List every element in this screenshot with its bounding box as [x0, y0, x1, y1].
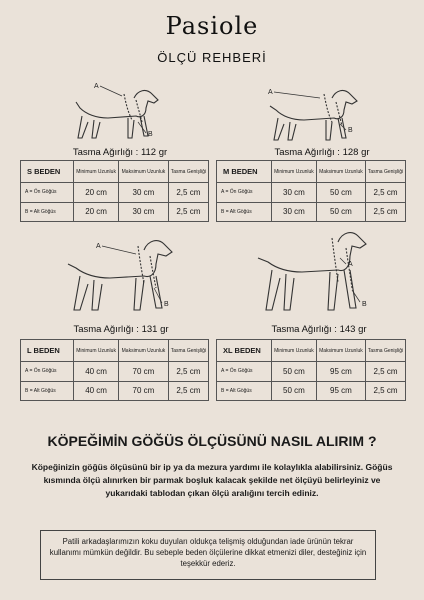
table-cell: Tasma Genişliği: [168, 161, 208, 183]
table-cell: 70 cm: [119, 381, 169, 401]
measure-mark: B: [362, 301, 367, 308]
table-cell: Maksimum Uzunluk: [316, 161, 365, 183]
table-cell: 50 cm: [316, 202, 365, 222]
table-cell: A = Ön Göğüs: [217, 183, 272, 203]
instructions-paragraph: Köpeğinizin göğüs ölçüsünü bir ip ya da mezura yardımı ile kolaylıkla alabilirsiniz. Göğüs kısmında ölçü alınırken bir parmak boşluk kalacak şekilde net ölçüyü belirleyiniz ve yukarıdaki tablodan çıkan ölçü aralığını tercih ediniz.: [31, 462, 393, 498]
table-cell: 30 cm: [272, 202, 317, 222]
size-name: S BEDEN: [21, 161, 74, 183]
table-cell: 50 cm: [272, 381, 317, 401]
dog-xlarge-illustration: [250, 224, 380, 319]
table-cell: 2,5 cm: [168, 183, 208, 203]
table-cell: 2,5 cm: [366, 202, 406, 222]
dog-medium-illustration: [260, 80, 370, 145]
table-cell: 50 cm: [272, 362, 317, 382]
page-subtitle: ÖLÇÜ REHBERİ: [157, 50, 267, 65]
table-cell: Tasma Genişliği: [366, 340, 406, 362]
weight-m: Tasma Ağırlığı : 128 gr: [274, 147, 370, 158]
table-cell: A = Ön Göğüs: [217, 362, 272, 382]
size-name: XL BEDEN: [217, 340, 272, 362]
table-cell: Minimum Uzunluk: [272, 340, 317, 362]
mark-a: A: [94, 83, 99, 90]
table-cell: 2,5 cm: [168, 381, 208, 401]
table-cell: 40 cm: [74, 381, 119, 401]
size-name: M BEDEN: [217, 161, 272, 183]
table-cell: A = Ön Göğüs: [21, 362, 74, 382]
size-table-xl: [216, 339, 406, 401]
table-cell: 70 cm: [119, 362, 169, 382]
table-cell: 20 cm: [74, 202, 119, 222]
table-cell: 95 cm: [316, 381, 365, 401]
measure-mark: A: [268, 89, 273, 96]
table-cell: B = Alt Göğüs: [21, 381, 74, 401]
weight-xl: Tasma Ağırlığı : 143 gr: [271, 324, 367, 335]
table-cell: 30 cm: [119, 183, 169, 203]
dog-small-illustration: [62, 78, 172, 143]
table-cell: 2,5 cm: [366, 362, 406, 382]
dog-large-illustration: [58, 228, 188, 318]
table-cell: 20 cm: [74, 183, 119, 203]
table-cell: B = Alt Göğüs: [21, 202, 74, 222]
measure-question-heading: KÖPEĞİMİN GÖĞÜS ÖLÇÜSÜNÜ NASIL ALIRIM ?: [47, 433, 377, 449]
size-name: L BEDEN: [21, 340, 74, 362]
table-cell: 95 cm: [316, 362, 365, 382]
table-cell: B = Alt Göğüs: [217, 202, 272, 222]
table-cell: Maksimum Uzunluk: [119, 340, 169, 362]
table-cell: 30 cm: [119, 202, 169, 222]
table-cell: Minimum Uzunluk: [272, 161, 317, 183]
table-cell: Maksimum Uzunluk: [316, 340, 365, 362]
table-cell: Maksimum Uzunluk: [119, 161, 169, 183]
table-cell: 2,5 cm: [366, 381, 406, 401]
mark-b: B: [148, 131, 153, 138]
table-cell: A = Ön Göğüs: [21, 183, 74, 203]
table-cell: Tasma Genişliği: [168, 340, 208, 362]
measure-mark: B: [164, 301, 169, 308]
measure-mark: A: [96, 243, 101, 250]
weight-s: Tasma Ağırlığı : 112 gr: [72, 147, 168, 158]
table-cell: Tasma Genişliği: [366, 161, 406, 183]
table-cell: 2,5 cm: [366, 183, 406, 203]
size-table-s: [20, 160, 209, 222]
table-cell: 2,5 cm: [168, 362, 208, 382]
measure-mark: A: [348, 261, 353, 268]
table-cell: 2,5 cm: [168, 202, 208, 222]
size-table-m: [216, 160, 406, 222]
table-cell: 40 cm: [74, 362, 119, 382]
brand-logo: Pasiole: [165, 12, 259, 40]
weight-l: Tasma Ağırlığı : 131 gr: [73, 324, 169, 335]
table-cell: Minimum Uzunluk: [74, 161, 119, 183]
size-table-l: [20, 339, 209, 401]
table-cell: 50 cm: [316, 183, 365, 203]
return-policy-note: Patili arkadaşlarımızın koku duyuları oldukça telişmiş olduğundan iade ürünün tekrar kullanımı mümkün değildir. Bu sebeple beden ölçülerine dikkat etmenizi diler, desteğiniz için teşekkür ederiz.: [40, 530, 376, 580]
measure-mark: B: [348, 127, 353, 134]
table-cell: 30 cm: [272, 183, 317, 203]
table-cell: B = Alt Göğüs: [217, 381, 272, 401]
table-cell: Minimum Uzunluk: [74, 340, 119, 362]
